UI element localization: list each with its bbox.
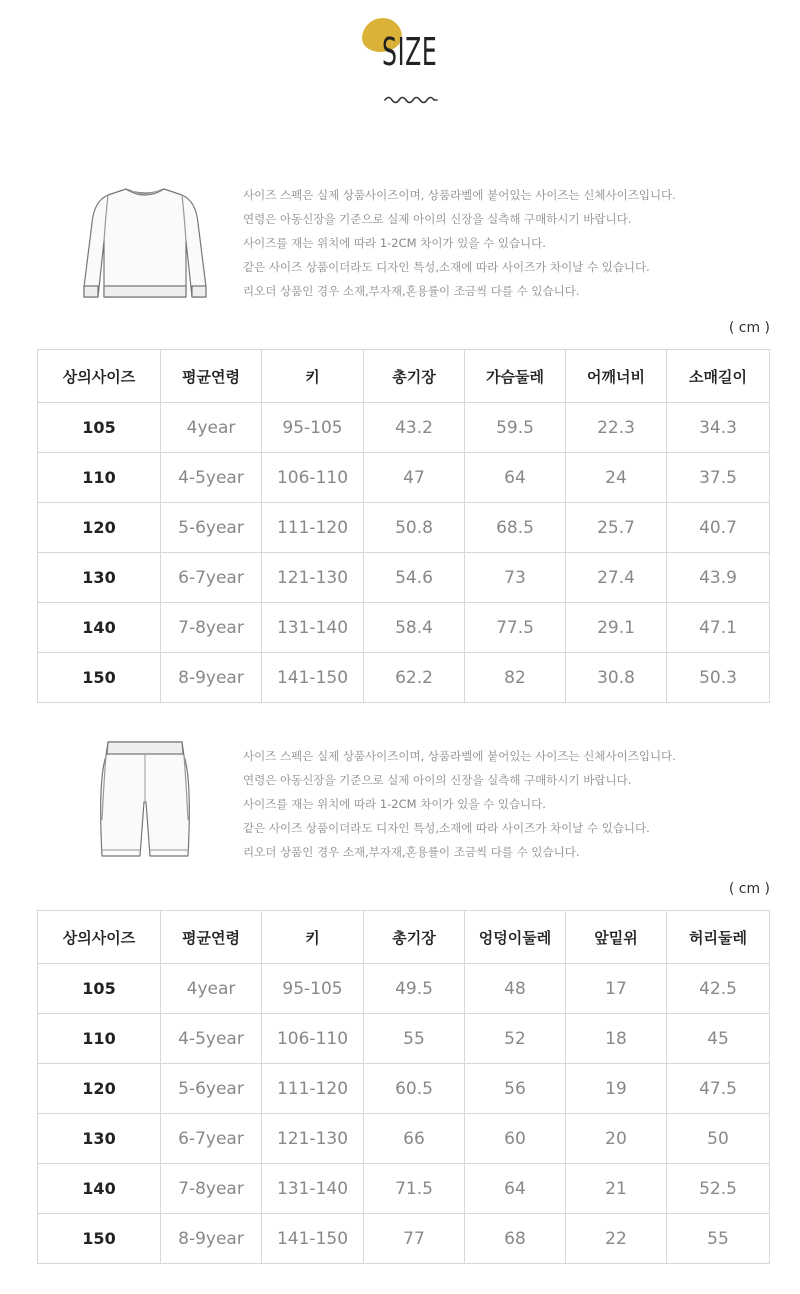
table-cell: 45 — [667, 1014, 770, 1064]
table-cell: 66 — [364, 1114, 465, 1164]
table-cell: 106-110 — [262, 453, 364, 503]
table-row — [38, 1114, 770, 1164]
table-cell: 40.7 — [667, 503, 770, 553]
table-row — [38, 603, 770, 653]
table-cell: 18 — [566, 1014, 667, 1064]
table-cell: 59.5 — [465, 403, 566, 453]
size-notes — [243, 744, 676, 864]
header-cell: 가슴둘레 — [465, 350, 566, 403]
page-header — [0, 0, 800, 110]
header-cell: 평균연령 — [161, 911, 262, 964]
table-row — [38, 403, 770, 453]
table-cell: 56 — [465, 1064, 566, 1114]
table-cell: 121-130 — [262, 553, 364, 603]
table-cell: 4-5year — [161, 453, 262, 503]
table-cell: 42.5 — [667, 964, 770, 1014]
table-cell: 4year — [161, 964, 262, 1014]
size-cell: 105 — [38, 964, 161, 1014]
table-cell: 20 — [566, 1114, 667, 1164]
table-cell: 49.5 — [364, 964, 465, 1014]
header-cell: 상의사이즈 — [38, 350, 161, 403]
note-line: 리오더 상품인 경우 소재,부자재,혼용률이 조금씩 다를 수 있습니다. — [243, 845, 580, 859]
size-cell: 130 — [38, 553, 161, 603]
table-cell: 22 — [566, 1214, 667, 1264]
table-cell: 47.5 — [667, 1064, 770, 1114]
table-cell: 95-105 — [262, 403, 364, 453]
table-cell: 141-150 — [262, 1214, 364, 1264]
table-cell: 131-140 — [262, 603, 364, 653]
table-cell: 21 — [566, 1164, 667, 1214]
table-cell: 47.1 — [667, 603, 770, 653]
table-row — [38, 964, 770, 1014]
bottom-size-table — [37, 910, 770, 1264]
table-row — [38, 453, 770, 503]
table-cell: 8-9year — [161, 653, 262, 703]
header-cell: 엉덩이둘레 — [465, 911, 566, 964]
header-cell: 소매길이 — [667, 350, 770, 403]
size-cell: 130 — [38, 1114, 161, 1164]
table-cell: 22.3 — [566, 403, 667, 453]
table-cell: 54.6 — [364, 553, 465, 603]
table-cell: 6-7year — [161, 1114, 262, 1164]
shorts-icon — [78, 740, 212, 864]
table-cell: 4year — [161, 403, 262, 453]
table-cell: 43.9 — [667, 553, 770, 603]
table-header-row — [38, 350, 770, 403]
table-cell: 68 — [465, 1214, 566, 1264]
table-cell: 71.5 — [364, 1164, 465, 1214]
table-cell: 111-120 — [262, 1064, 364, 1114]
wave-divider — [384, 94, 438, 106]
table-cell: 50.3 — [667, 653, 770, 703]
table-cell: 121-130 — [262, 1114, 364, 1164]
table-cell: 52.5 — [667, 1164, 770, 1214]
table-cell: 64 — [465, 1164, 566, 1214]
table-header-row — [38, 911, 770, 964]
header-cell: 어깨너비 — [566, 350, 667, 403]
table-cell: 73 — [465, 553, 566, 603]
table-cell: 37.5 — [667, 453, 770, 503]
header-cell: 키 — [262, 350, 364, 403]
table-cell: 55 — [364, 1014, 465, 1064]
size-cell: 120 — [38, 503, 161, 553]
header-cell: 상의사이즈 — [38, 911, 161, 964]
table-cell: 60.5 — [364, 1064, 465, 1114]
size-cell: 120 — [38, 1064, 161, 1114]
table-cell: 52 — [465, 1014, 566, 1064]
table-cell: 34.3 — [667, 403, 770, 453]
table-cell: 77 — [364, 1214, 465, 1264]
unit-label: ( cm ) — [728, 320, 770, 336]
table-cell: 82 — [465, 653, 566, 703]
table-row — [38, 503, 770, 553]
table-row — [38, 1214, 770, 1264]
size-cell: 150 — [38, 653, 161, 703]
table-cell: 6-7year — [161, 553, 262, 603]
table-cell: 64 — [465, 453, 566, 503]
table-cell: 5-6year — [161, 503, 262, 553]
size-cell: 110 — [38, 1014, 161, 1064]
table-cell: 19 — [566, 1064, 667, 1114]
table-cell: 27.4 — [566, 553, 667, 603]
note-line: 연령은 아동신장을 기준으로 실제 아이의 신장을 실측해 구매하시기 바랍니다. — [243, 212, 632, 226]
table-cell: 24 — [566, 453, 667, 503]
table-cell: 30.8 — [566, 653, 667, 703]
table-cell: 62.2 — [364, 653, 465, 703]
size-cell: 110 — [38, 453, 161, 503]
table-cell: 8-9year — [161, 1214, 262, 1264]
table-cell: 68.5 — [465, 503, 566, 553]
table-cell: 131-140 — [262, 1164, 364, 1214]
size-cell: 140 — [38, 1164, 161, 1214]
note-line: 같은 사이즈 상품이더라도 디자인 특성,소재에 따라 사이즈가 차이날 수 있습니다. — [243, 821, 650, 835]
table-row — [38, 1064, 770, 1114]
note-line: 사이즈를 재는 위치에 따라 1-2CM 차이가 있을 수 있습니다. — [243, 236, 546, 250]
page-title: SIZE — [382, 30, 438, 74]
header-cell: 앞밑위 — [566, 911, 667, 964]
note-line: 같은 사이즈 상품이더라도 디자인 특성,소재에 따라 사이즈가 차이날 수 있습니다. — [243, 260, 650, 274]
table-cell: 5-6year — [161, 1064, 262, 1114]
table-cell: 77.5 — [465, 603, 566, 653]
table-cell: 95-105 — [262, 964, 364, 1014]
table-cell: 7-8year — [161, 1164, 262, 1214]
table-cell: 17 — [566, 964, 667, 1014]
table-cell: 50 — [667, 1114, 770, 1164]
table-row — [38, 1164, 770, 1214]
header-cell: 평균연령 — [161, 350, 262, 403]
size-cell: 150 — [38, 1214, 161, 1264]
note-line: 사이즈를 재는 위치에 따라 1-2CM 차이가 있을 수 있습니다. — [243, 797, 546, 811]
table-cell: 106-110 — [262, 1014, 364, 1064]
sweatshirt-icon — [78, 183, 212, 307]
table-cell: 58.4 — [364, 603, 465, 653]
top-size-table — [37, 349, 770, 703]
table-cell: 25.7 — [566, 503, 667, 553]
table-cell: 60 — [465, 1114, 566, 1164]
header-cell: 키 — [262, 911, 364, 964]
table-cell: 55 — [667, 1214, 770, 1264]
header-cell: 허리둘레 — [667, 911, 770, 964]
table-cell: 7-8year — [161, 603, 262, 653]
note-line: 사이즈 스펙은 실제 상품사이즈이며, 상품라벨에 붙어있는 사이즈는 신체사이즈입니다. — [243, 749, 676, 763]
header-cell: 총기장 — [364, 911, 465, 964]
table-cell: 47 — [364, 453, 465, 503]
size-cell: 105 — [38, 403, 161, 453]
table-cell: 4-5year — [161, 1014, 262, 1064]
table-cell: 50.8 — [364, 503, 465, 553]
note-line: 리오더 상품인 경우 소재,부자재,혼용률이 조금씩 다를 수 있습니다. — [243, 284, 580, 298]
table-row — [38, 653, 770, 703]
table-cell: 48 — [465, 964, 566, 1014]
note-line: 사이즈 스펙은 실제 상품사이즈이며, 상품라벨에 붙어있는 사이즈는 신체사이즈입니다. — [243, 188, 676, 202]
size-notes — [243, 183, 676, 303]
unit-label: ( cm ) — [728, 881, 770, 897]
table-cell: 43.2 — [364, 403, 465, 453]
header-cell: 총기장 — [364, 350, 465, 403]
size-cell: 140 — [38, 603, 161, 653]
table-cell: 141-150 — [262, 653, 364, 703]
table-cell: 29.1 — [566, 603, 667, 653]
note-line: 연령은 아동신장을 기준으로 실제 아이의 신장을 실측해 구매하시기 바랍니다. — [243, 773, 632, 787]
table-row — [38, 553, 770, 603]
table-cell: 111-120 — [262, 503, 364, 553]
table-row — [38, 1014, 770, 1064]
